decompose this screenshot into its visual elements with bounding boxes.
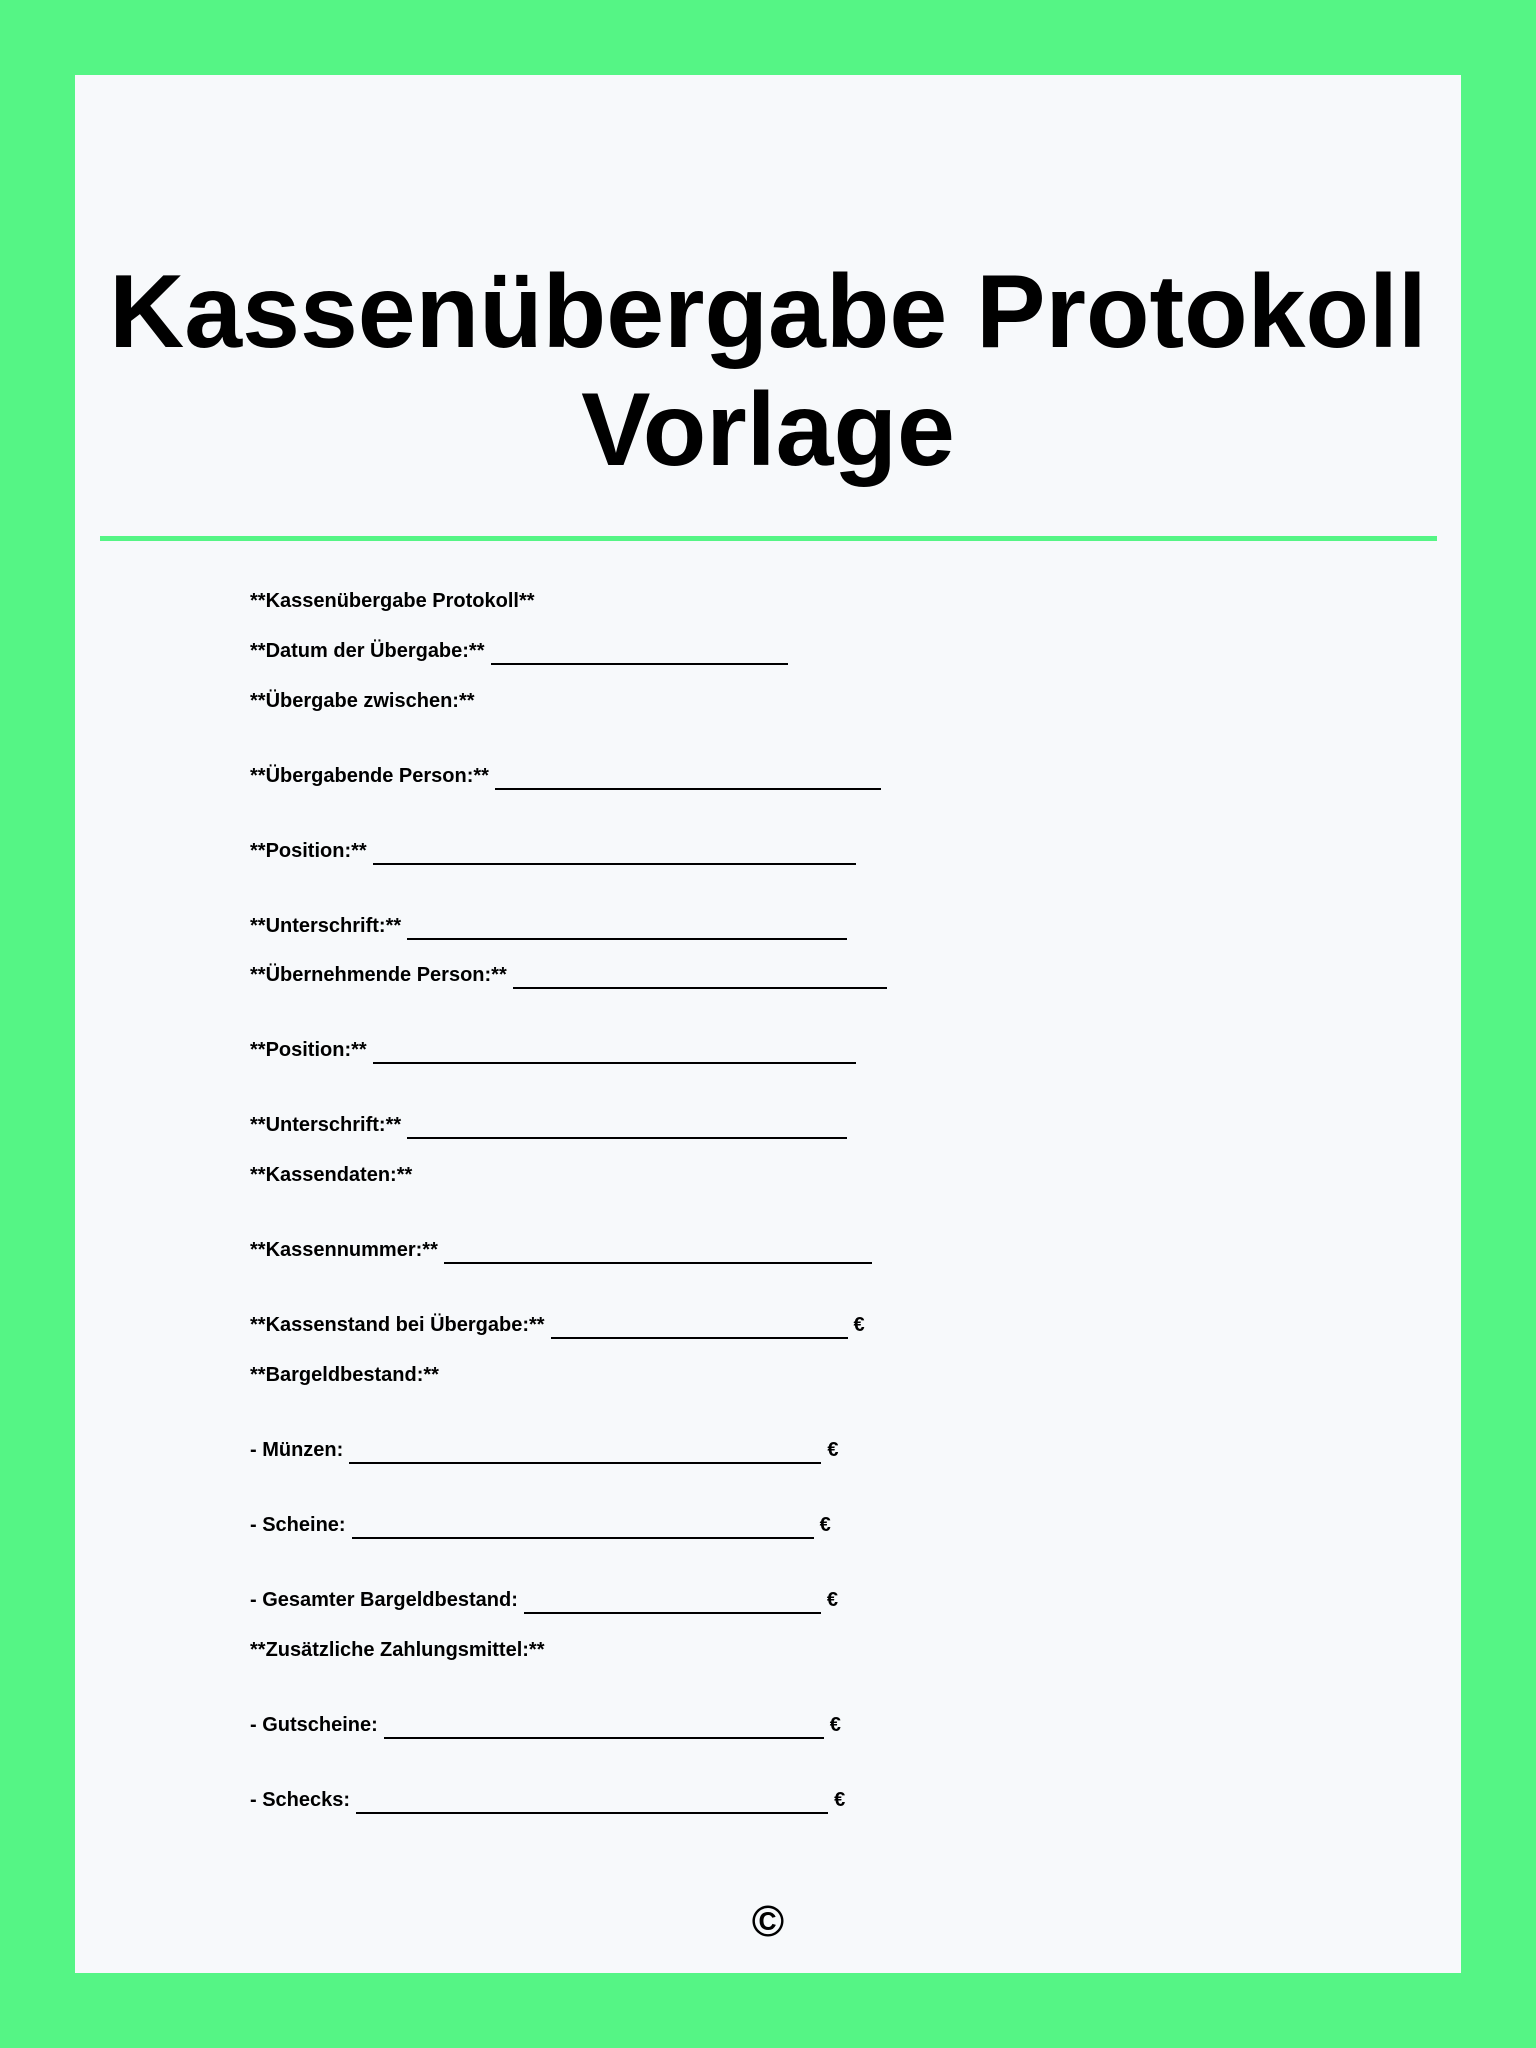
uebergebende-person-field[interactable] (495, 764, 881, 790)
gesamter-bargeldbestand-label: - Gesamter Bargeldbestand: (250, 1589, 518, 1611)
gutscheine-field[interactable] (384, 1713, 824, 1739)
datum-field[interactable] (491, 639, 788, 665)
bargeldbestand-heading (250, 1361, 439, 1389)
unterschrift-2-field[interactable] (407, 1113, 847, 1139)
title-divider (100, 536, 1437, 541)
bargeldbestand-text: **Bargeldbestand:** (250, 1364, 439, 1386)
muenzen-label: - Münzen: (250, 1439, 344, 1461)
unterschrift-2-label: **Unterschrift:** (250, 1114, 402, 1136)
datum-row (250, 637, 788, 665)
unterschrift-2-row (250, 1111, 847, 1139)
uebergebende-person-row (250, 762, 881, 790)
euro-symbol: € (853, 1314, 865, 1336)
datum-label: **Datum der Übergabe:** (250, 640, 485, 662)
kassennummer-row (250, 1236, 872, 1264)
zusaetzliche-text: **Zusätzliche Zahlungsmittel:** (250, 1639, 545, 1661)
document-page (75, 75, 1461, 1973)
schecks-row (250, 1786, 845, 1814)
uebergabe-zwischen-text: **Übergabe zwischen:** (250, 690, 475, 712)
uebernehmende-person-field[interactable] (513, 963, 887, 989)
muenzen-field[interactable] (349, 1438, 821, 1464)
euro-symbol: € (834, 1789, 846, 1811)
uebernehmende-person-row (250, 961, 887, 989)
uebergabe-zwischen-heading (250, 687, 475, 715)
kassenstand-field[interactable] (551, 1313, 848, 1339)
gutscheine-row (250, 1711, 841, 1739)
form-heading (250, 587, 535, 615)
euro-symbol: € (827, 1439, 839, 1461)
title-line-1: Kassenübergabe Protokoll (109, 254, 1427, 370)
uebernehmende-person-label: **Übernehmende Person:** (250, 964, 507, 986)
unterschrift-1-label: **Unterschrift:** (250, 915, 402, 937)
copyright-symbol: © (751, 1897, 785, 1946)
scheine-label: - Scheine: (250, 1514, 346, 1536)
kassennummer-field[interactable] (444, 1238, 872, 1264)
euro-symbol: € (826, 1589, 838, 1611)
schecks-field[interactable] (356, 1788, 828, 1814)
scheine-row (250, 1511, 831, 1539)
kassennummer-label: **Kassennummer:** (250, 1239, 438, 1261)
euro-symbol: € (819, 1514, 831, 1536)
kassendaten-heading (250, 1161, 412, 1189)
position-1-field[interactable] (373, 839, 856, 865)
position-1-row (250, 837, 856, 865)
euro-symbol: € (829, 1714, 841, 1736)
muenzen-row (250, 1436, 838, 1464)
title-line-2: Vorlage (581, 372, 955, 488)
kassenstand-label: **Kassenstand bei Übergabe:** (250, 1314, 545, 1336)
schecks-label: - Schecks: (250, 1789, 351, 1811)
unterschrift-1-row (250, 912, 847, 940)
zusaetzliche-heading (250, 1636, 545, 1664)
gesamter-bargeldbestand-row (250, 1586, 838, 1614)
page-title (75, 253, 1461, 489)
unterschrift-1-field[interactable] (407, 914, 847, 940)
form-heading-text: **Kassenübergabe Protokoll** (250, 590, 535, 612)
gesamter-bargeldbestand-field[interactable] (524, 1588, 821, 1614)
position-2-label: **Position:** (250, 1039, 367, 1061)
gutscheine-label: - Gutscheine: (250, 1714, 378, 1736)
position-2-row (250, 1036, 856, 1064)
kassendaten-text: **Kassendaten:** (250, 1164, 413, 1186)
position-1-label: **Position:** (250, 840, 367, 862)
uebergebende-person-label: **Übergabende Person:** (250, 765, 489, 787)
position-2-field[interactable] (373, 1038, 856, 1064)
scheine-field[interactable] (352, 1513, 814, 1539)
kassenstand-row (250, 1311, 865, 1339)
